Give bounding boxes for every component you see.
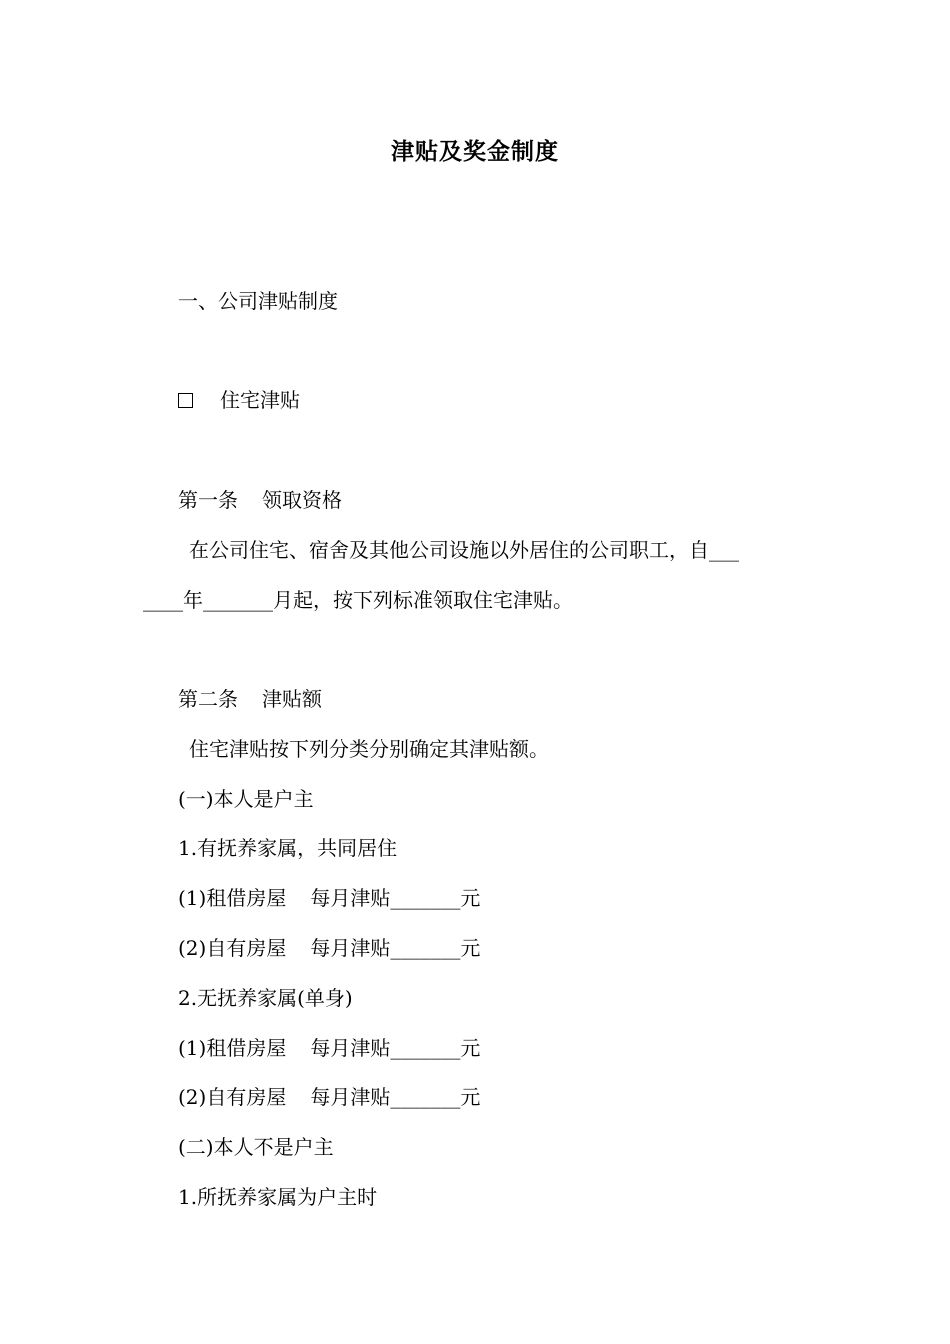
case-2-item-1: 1.所抚养家属为户主时 <box>178 1185 378 1209</box>
sub-heading-label: 住宅津贴 <box>220 388 300 412</box>
article-1-paragraph-line-1: 在公司住宅、宿舍及其他公司设施以外居住的公司职工，自___ <box>189 538 739 562</box>
list-item-label: (2)自有房屋 <box>178 1085 287 1109</box>
document-title: 津贴及奖金制度 <box>391 139 559 165</box>
case-1-item-1-b <box>178 935 480 961</box>
case-1-heading: (一)本人是户主 <box>178 787 314 811</box>
article-1-heading <box>178 487 342 513</box>
article-2-number: 第二条 <box>178 687 238 711</box>
case-1-item-1: 1.有抚养家属，共同居住 <box>178 836 398 860</box>
article-1-number: 第一条 <box>178 488 238 512</box>
checkbox-icon <box>178 393 193 408</box>
list-item-amount: 每月津贴_______元 <box>310 886 481 910</box>
case-1-item-2-a <box>178 1035 480 1061</box>
article-2-heading <box>178 686 322 712</box>
article-2-intro: 住宅津贴按下列分类分别确定其津贴额。 <box>189 737 549 761</box>
article-1-paragraph-line-2: ____年_______月起，按下列标准领取住宅津贴。 <box>143 588 573 612</box>
list-item-amount: 每月津贴_______元 <box>310 1036 481 1060</box>
article-1-name: 领取资格 <box>262 488 342 512</box>
section-heading: 一、公司津贴制度 <box>178 289 338 313</box>
case-1-item-2: 2.无抚养家属(单身) <box>178 986 353 1010</box>
list-item-amount: 每月津贴_______元 <box>310 1085 481 1109</box>
list-item-amount: 每月津贴_______元 <box>310 936 481 960</box>
sub-heading <box>178 387 300 413</box>
case-2-heading: (二)本人不是户主 <box>178 1135 334 1159</box>
list-item-label: (1)租借房屋 <box>178 1036 287 1060</box>
list-item-label: (2)自有房屋 <box>178 936 287 960</box>
list-item-label: (1)租借房屋 <box>178 886 287 910</box>
case-1-item-2-b <box>178 1084 480 1110</box>
article-2-name: 津贴额 <box>262 687 322 711</box>
case-1-item-1-a <box>178 885 480 911</box>
